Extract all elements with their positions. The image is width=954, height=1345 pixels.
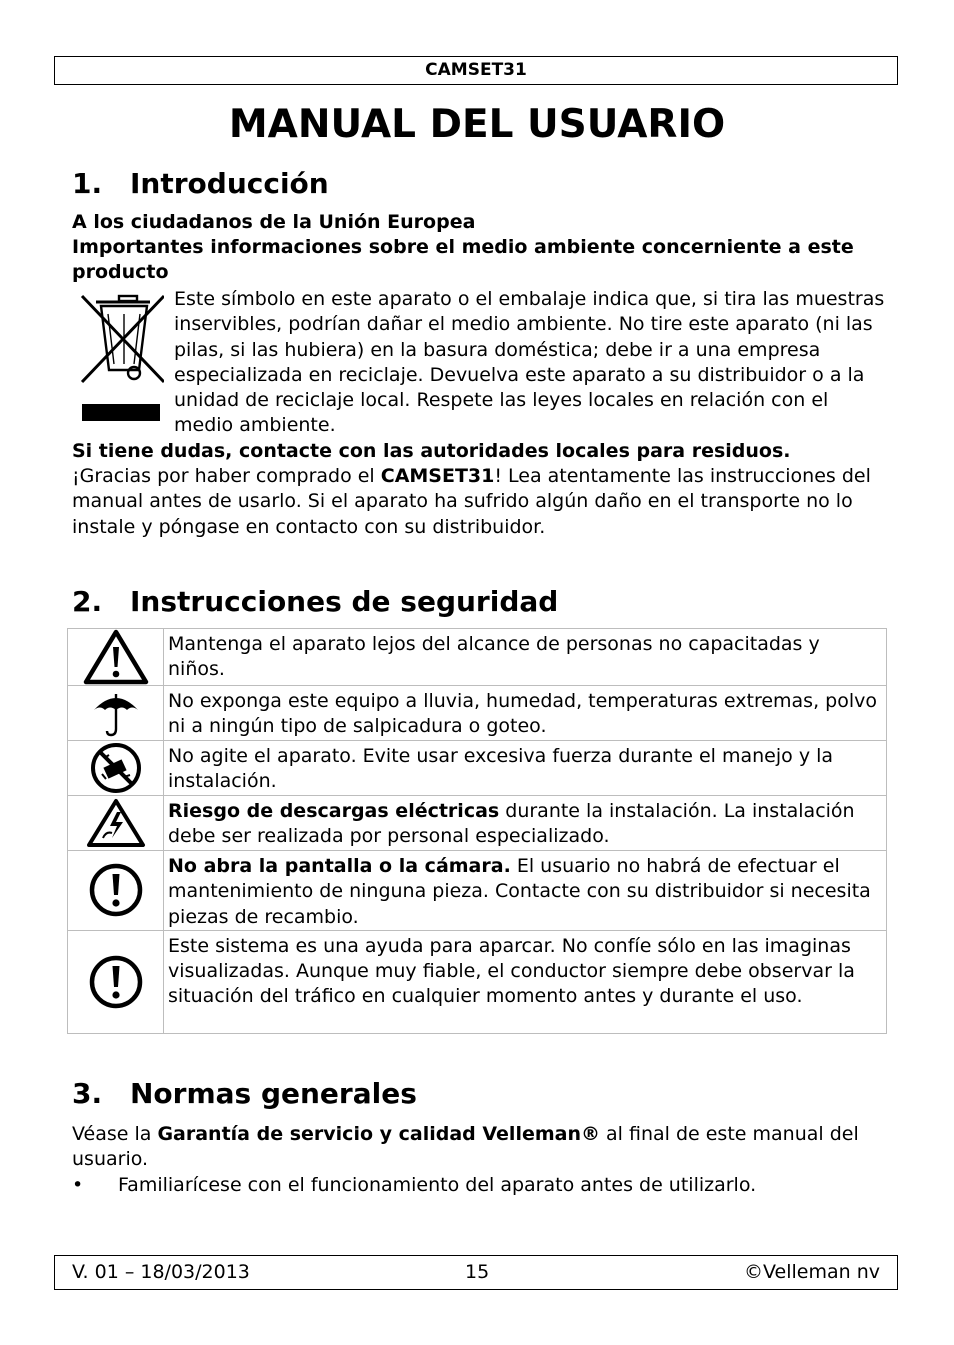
intro-text-start: Véase la	[72, 1123, 158, 1145]
safety-row	[68, 796, 887, 851]
general-rules-intro	[72, 1122, 882, 1173]
attention-circle-icon	[89, 863, 143, 917]
safety-row	[68, 629, 887, 686]
thanks-paragraph	[72, 464, 882, 540]
section-3-heading	[72, 1076, 417, 1112]
section-3-title: Normas generales	[130, 1077, 417, 1110]
safety-text: Mantenga el aparato lejos del alcance de personas no capacitadas y niños.	[168, 633, 820, 681]
safety-text-bold: No abra la pantalla o la cámara.	[168, 855, 511, 877]
safety-text: El usuario no habrá de efectuar el mantenimiento de ninguna pieza. Contacte con su distribuidor si necesita piezas de recambio.	[168, 855, 871, 928]
safety-icon-cell	[68, 741, 164, 796]
section-3-number: 3.	[72, 1077, 103, 1110]
thanks-text-end: ! Lea atentamente las instrucciones del manual antes de usarlo. Si el aparato ha sufrido algún daño en el transporte no lo instale y póngase en contacto con su distribuidor.	[72, 465, 871, 538]
safety-row	[68, 686, 887, 741]
weee-disposal-text: Este símbolo en este aparato o el embalaje indica que, si tira las muestras inservibles, podrían dañar el medio ambiente. No tire este aparato (ni las pilas, si las hubiera) en la basura doméstica; debe ir a una empresa especializada en reciclaje. Devuelva este aparato a su distribuidor o a la unidad de reciclaje local. Respete las leyes locales en relación con el medio ambiente.	[174, 288, 885, 437]
footer-copyright: ©Velleman nv	[744, 1261, 880, 1283]
safety-text-bold: Riesgo de descargas eléctricas	[168, 800, 500, 822]
safety-icon-cell	[68, 930, 164, 1033]
safety-icon-cell	[68, 851, 164, 931]
safety-icon-cell	[68, 629, 164, 686]
crossed-bin-icon	[78, 290, 164, 426]
section-2-number: 2.	[72, 585, 103, 618]
page-footer	[54, 1255, 898, 1290]
safety-icon-cell	[68, 796, 164, 851]
no-shaking-icon	[90, 742, 142, 794]
electric-shock-icon	[86, 798, 146, 848]
section-1-number: 1.	[72, 167, 103, 200]
safety-text: durante la instalación. La instalación debe ser realizada por personal especializado.	[168, 800, 855, 848]
safety-text: No exponga este equipo a lluvia, humedad, temperaturas extremas, polvo ni a ningún tipo de salpicadura o goteo.	[168, 690, 877, 738]
umbrella-icon	[91, 688, 141, 738]
doubts-notice: Si tiene dudas, contacte con las autoridades locales para residuos.	[72, 440, 791, 462]
warranty-reference: Garantía de servicio y calidad Velleman®	[157, 1123, 600, 1145]
section-1-title: Introducción	[130, 167, 329, 200]
safety-text-cell	[164, 930, 887, 1033]
safety-text-cell	[164, 796, 887, 851]
safety-text-cell	[164, 629, 887, 686]
section-2-heading	[72, 584, 558, 620]
intro-text-end: al final de este manual del usuario.	[72, 1123, 859, 1171]
safety-icon-cell	[68, 686, 164, 741]
safety-row	[68, 741, 887, 796]
header-model: CAMSET31	[54, 56, 898, 85]
section-2-title: Instrucciones de seguridad	[130, 585, 559, 618]
section-1-heading	[72, 166, 329, 202]
page-title: MANUAL DEL USUARIO	[228, 102, 726, 147]
bullet-icon: •	[72, 1174, 84, 1196]
safety-row	[68, 851, 887, 931]
footer-version: V. 01 – 18/03/2013	[72, 1261, 250, 1283]
environment-subtitle: Importantes informaciones sobre el medio ambiente concerniente a este producto	[72, 236, 854, 284]
list-item-text: Familiarícese con el funcionamiento del aparato antes de utilizarlo.	[118, 1174, 757, 1196]
safety-text: Este sistema es una ayuda para aparcar. No confíe sólo en las imaginas visualizadas. Aunque muy fiable, el conductor siempre debe observar la situación del tráfico en cualquier momento antes y durante el uso.	[168, 934, 855, 1008]
attention-circle-icon	[89, 955, 143, 1009]
safety-text-cell	[164, 686, 887, 741]
eu-citizens-subtitle: A los ciudadanos de la Unión Europea	[72, 211, 476, 233]
safety-row	[68, 930, 887, 1033]
safety-text-cell	[164, 851, 887, 931]
warning-triangle-icon	[83, 629, 149, 685]
thanks-model-name: CAMSET31	[380, 465, 495, 487]
thanks-text-start: ¡Gracias por haber comprado el	[72, 465, 381, 487]
safety-table	[67, 628, 887, 1034]
footer-page-number: 15	[465, 1261, 490, 1283]
safety-text-cell	[164, 741, 887, 796]
safety-text: No agite el aparato. Evite usar excesiva fuerza durante el manejo y la instalación.	[168, 745, 834, 793]
